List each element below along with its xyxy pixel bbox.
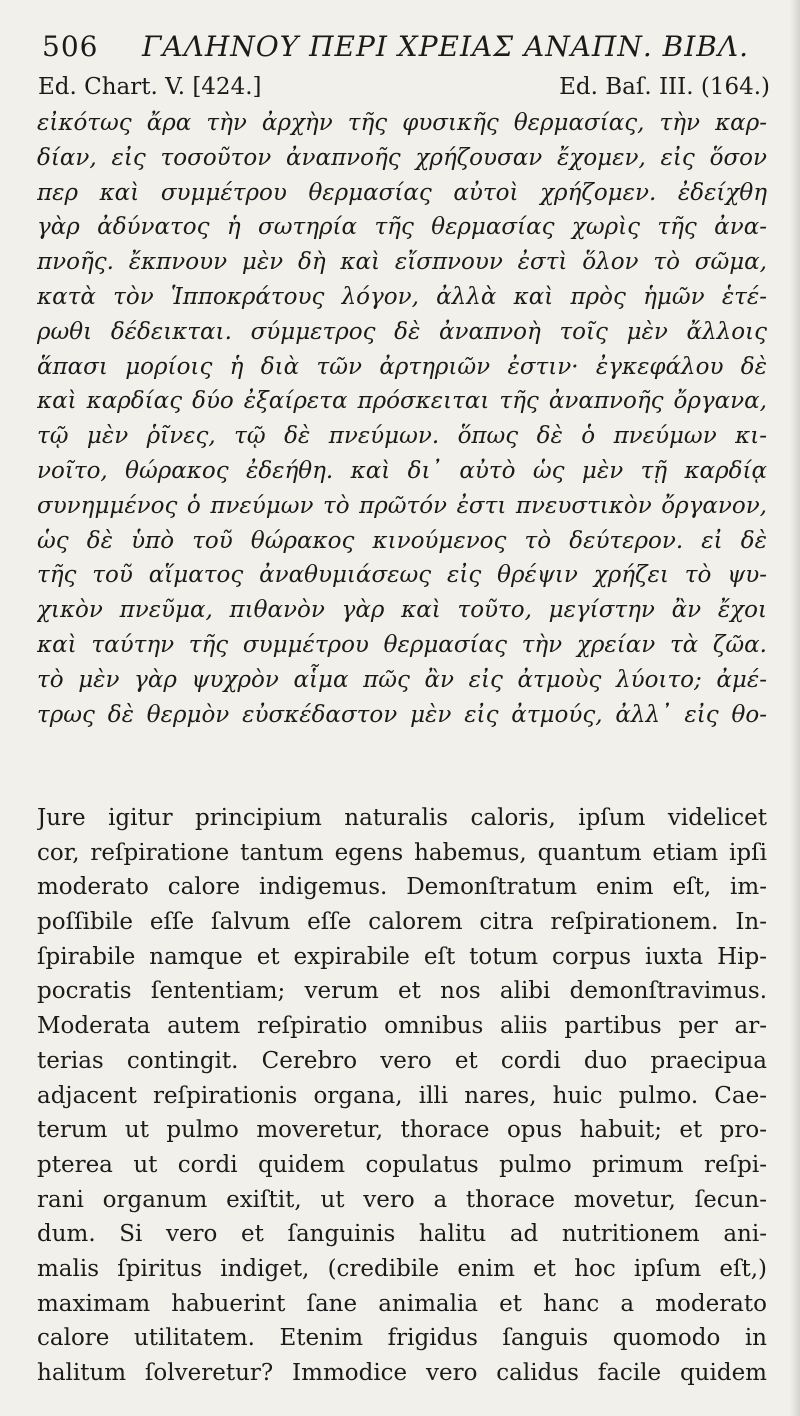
greek-line: εἰκότως ἄρα τὴν ἀρχὴν τῆς φυσικῆς θερμασίας, τὴν καρ- [37, 110, 767, 136]
greek-line: συνημμένος ὁ πνεύμων τὸ πρῶτόν ἐστι πνευστικὸν ὄργανον, [37, 492, 767, 519]
latin-line: rani organum exiſtit, ut vero a thorace movetur, ſecun- [37, 1186, 767, 1213]
greek-line: τὸ μὲν γὰρ ψυχρὸν αἷμα πῶς ἂν εἰς ἀτμοὺς λύοιτο; ἀμέ- [37, 666, 767, 693]
greek-line: περ καὶ συμμέτρου θερμασίας αὐτοὶ χρήζομεν. ἐδείχθη [37, 179, 767, 206]
greek-line: δίαν, εἰς τοσοῦτον ἀναπνοῆς χρήζουσαν ἔχομεν, εἰς ὅσον [37, 144, 767, 171]
greek-line: τρως δὲ θερμὸν εὐσκέδαστον μὲν εἰς ἀτμούς, ἀλλ᾽ εἰς θο- [37, 701, 767, 728]
greek-line: καὶ καρδίας δύο ἐξαίρετα πρόσκειται τῆς ἀναπνοῆς ὄργανα, [37, 388, 767, 415]
latin-line: terum ut pulmo moveretur, thorace opus habuit; et pro- [37, 1117, 767, 1144]
greek-line: γὰρ ἀδύνατος ἡ σωτηρία τῆς θερμασίας χωρὶς τῆς ἀνα- [37, 214, 767, 241]
greek-line: ἅπασι μορίοις ἡ διὰ τῶν ἀρτηριῶν ἐστιν· ἐγκεφάλου δὲ [37, 353, 767, 380]
greek-line: χικὸν πνεῦμα, πιθανὸν γὰρ καὶ τοῦτο, μεγίστην ἂν ἔχοι [37, 597, 767, 624]
latin-text-block [37, 801, 767, 1391]
greek-line: πνοῆς. ἔκπνουν μὲν δὴ καὶ εἴσπνουν ἐστὶ ὅλον τὸ σῶμα, [37, 249, 767, 276]
greek-line: καὶ ταύτην τῆς συμμέτρου θερμασίας τὴν χρείαν τὰ ζῶα. [37, 631, 767, 658]
latin-line: dum. Si vero et ſanguinis halitu ad nutritionem ani- [37, 1221, 767, 1248]
running-title: ΓΑΛΗΝΟΥ ΠΕΡΙ ΧΡΕΙΑΣ ΑΝΑΠΝ. ΒΙΒΛ. [142, 30, 749, 63]
latin-line: pocratis ſententiam; verum et nos alibi demonſtravimus. [37, 978, 767, 1005]
latin-line: moderato calore indigemus. Demonſtratum enim eſt, im- [37, 874, 767, 901]
latin-line: cor, reſpiratione tantum egens habemus, quantum etiam ipſi [37, 839, 767, 866]
page-header [38, 22, 778, 66]
latin-line: maximam habuerint ſane animalia et hanc a moderato [37, 1290, 767, 1317]
latin-line: Moderata autem reſpiratio omnibus aliis partibus per ar- [37, 1013, 767, 1040]
latin-line: malis ſpiritus indiget, (credibile enim et hoc ipſum eſt,) [37, 1255, 767, 1282]
edition-chart-reference: Ed. Chart. V. [424.] [38, 74, 262, 100]
greek-line: τῆς τοῦ αἵματος ἀναθυμιάσεως εἰς θρέψιν χρήζει τὸ ψυ- [37, 562, 767, 589]
latin-line: terias contingit. Cerebro vero et cordi duo praecipua [37, 1047, 767, 1074]
scan-edge-shadow [790, 0, 800, 1416]
page-number: 506 [42, 30, 99, 63]
latin-line: ſpirabile namque et expirabile eſt totum corpus iuxta Hip- [37, 943, 767, 970]
latin-line: Jure igitur principium naturalis caloris, ipſum videlicet [37, 805, 767, 831]
greek-line: νοῖτο, θώρακος ἐδεήθη. καὶ δι᾽ αὐτὸ ὡς μὲν τῇ καρδίᾳ [37, 457, 767, 484]
latin-line: pterea ut cordi quidem copulatus pulmo primum reſpi- [37, 1151, 767, 1178]
latin-line: calore utilitatem. Etenim frigidus ſanguis quomodo in [37, 1325, 767, 1352]
latin-line: poſſibile eſſe ſalvum eſſe calorem citra reſpirationem. In- [37, 909, 767, 936]
latin-line: adjacent reſpirationis organa, illi nares, huic pulmo. Cae- [37, 1082, 767, 1109]
greek-text-block [37, 106, 767, 732]
edition-references [38, 70, 770, 106]
edition-basel-reference: Ed. Baſ. III. (164.) [559, 74, 770, 100]
greek-line: ὡς δὲ ὑπὸ τοῦ θώρακος κινούμενος τὸ δεύτερον. εἰ δὲ [37, 527, 767, 554]
greek-line: τῷ μὲν ῥῖνες, τῷ δὲ πνεύμων. ὅπως δὲ ὁ πνεύμων κι- [37, 423, 767, 450]
latin-line: halitum ſolveretur? Immodice vero calidus facile quidem [37, 1360, 767, 1386]
greek-line: κατὰ τὸν Ἱπποκράτους λόγον, ἀλλὰ καὶ πρὸς ἡμῶν ἑτέ- [37, 283, 767, 310]
greek-line: ρωθι δέδεικται. σύμμετρος δὲ ἀναπνοὴ τοῖς μὲν ἄλλοις [37, 318, 767, 345]
